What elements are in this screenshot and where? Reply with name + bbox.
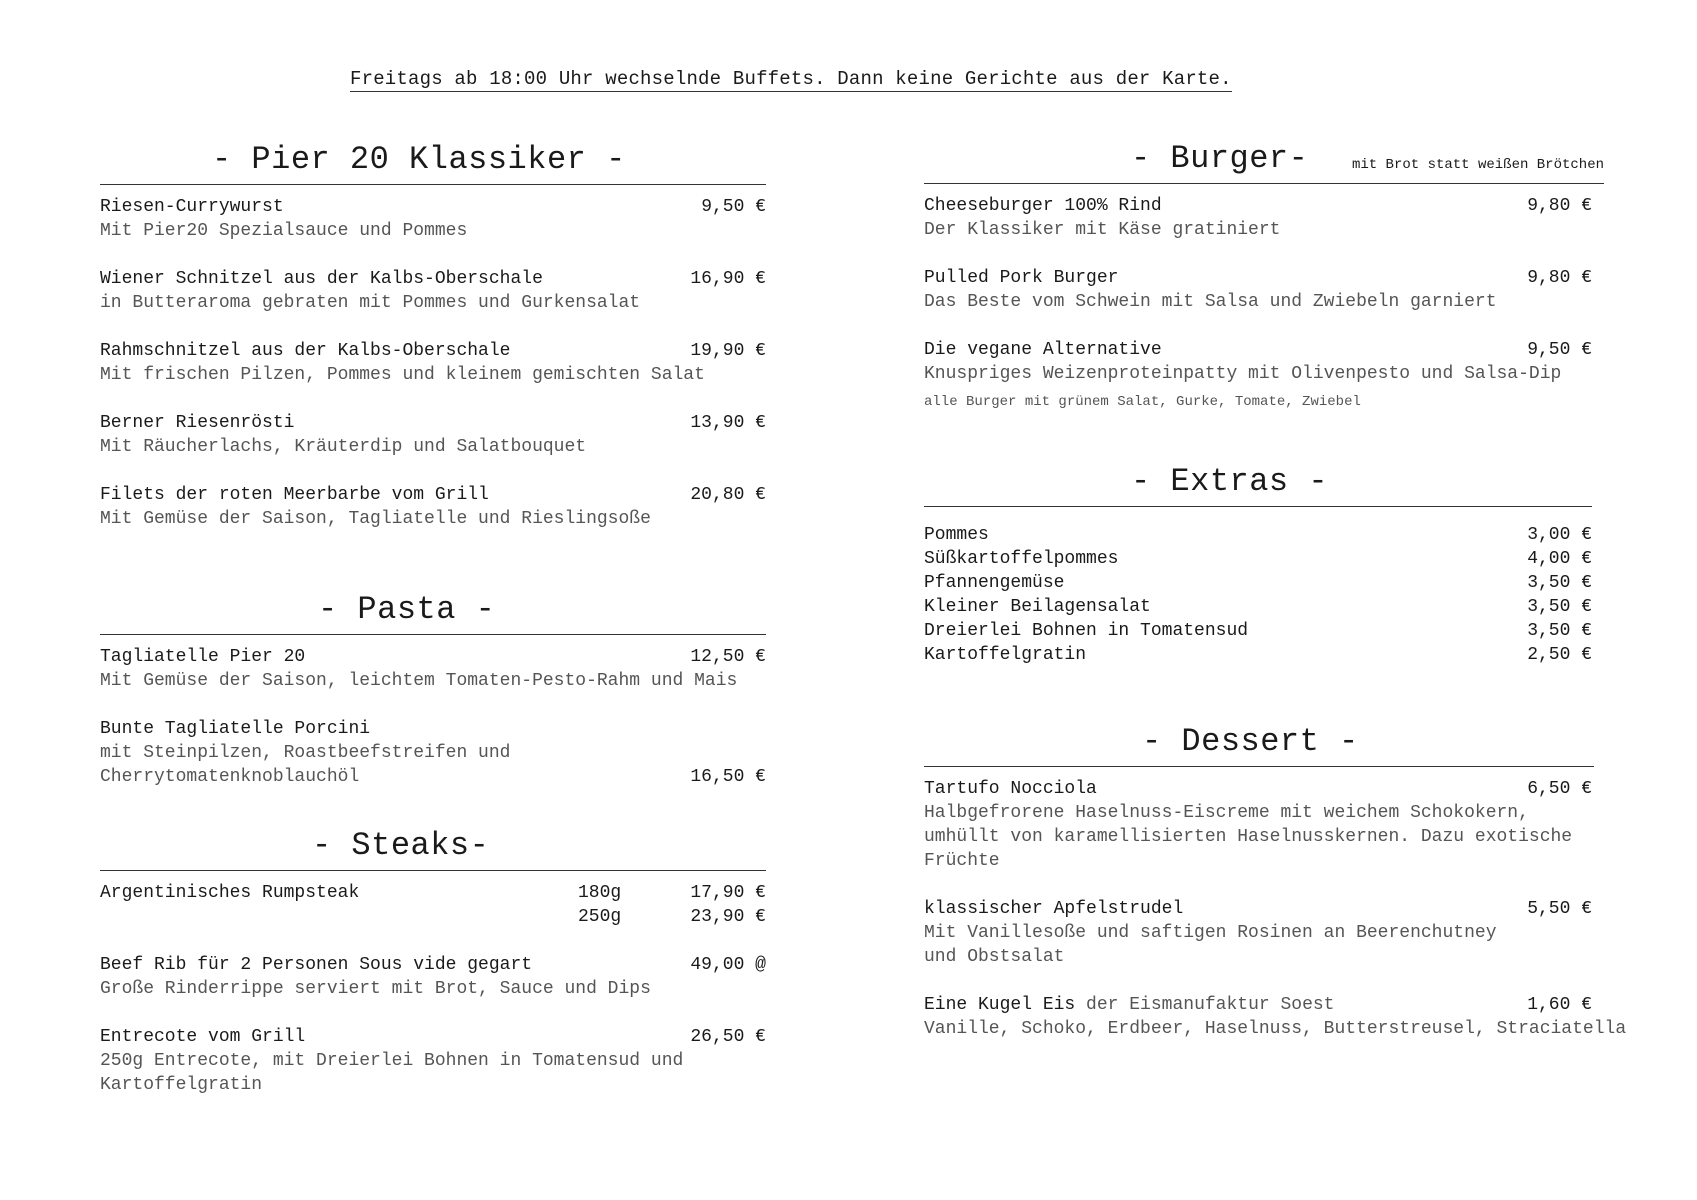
item-name: Berner Riesenrösti <box>100 413 295 433</box>
item-name: Bunte Tagliatelle Porcini <box>100 719 371 739</box>
item-description: Vanille, Schoko, Erdbeer, Haselnuss, Butterstreusel, Straciatella <box>924 1019 1627 1039</box>
item-name: Dreierlei Bohnen in Tomatensud <box>924 621 1249 641</box>
section-title: - Pasta - <box>318 591 496 628</box>
section-header <box>924 462 1592 507</box>
menu-item <box>100 339 766 387</box>
item-description: Knuspriges Weizenproteinpatty mit Olivenpesto und Salsa-Dip <box>924 364 1562 384</box>
menu-item <box>100 411 766 459</box>
item-price: 3,50 € <box>1527 573 1592 593</box>
section-title: - Steaks- <box>312 827 490 864</box>
item-name: Pommes <box>924 525 989 545</box>
item-price: 16,90 € <box>690 269 766 289</box>
item-price: 12,50 € <box>690 647 766 667</box>
section-title: - Dessert - <box>1142 723 1359 760</box>
item-name: Pulled Pork Burger <box>924 268 1119 288</box>
section-klassiker <box>100 140 766 555</box>
item-name: Kartoffelgratin <box>924 645 1087 665</box>
item-name-main: Eine Kugel Eis <box>924 995 1076 1015</box>
section-note: mit Brot statt weißen Brötchen <box>1351 157 1604 173</box>
item-price: 3,50 € <box>1527 597 1592 617</box>
item-description: Mit Gemüse der Saison, leichtem Tomaten-Pesto-Rahm und Mais <box>100 671 738 691</box>
item-name: Pfannengemüse <box>924 573 1065 593</box>
item-name: Cheeseburger 100% Rind <box>924 196 1162 216</box>
item-description: Halbgefrorene Haselnuss-Eiscreme mit weichem Schokokern, <box>924 803 1529 823</box>
item-description: umhüllt von karamellisierten Haselnusskernen. Dazu exotische <box>924 827 1573 847</box>
extra-item <box>924 547 1592 571</box>
item-description: und Obstsalat <box>924 947 1065 967</box>
item-description: Das Beste vom Schwein mit Salsa und Zwiebeln garniert <box>924 292 1497 312</box>
extra-item <box>924 595 1592 619</box>
item-price: 20,80 € <box>690 485 766 505</box>
item-price: 9,50 € <box>1527 340 1592 360</box>
extra-item <box>924 523 1592 547</box>
section-dessert <box>924 722 1627 1065</box>
section-burger <box>924 139 1604 410</box>
menu-item <box>100 483 766 531</box>
section-header <box>100 590 766 635</box>
item-description: Kartoffelgratin <box>100 1075 263 1095</box>
section-title: - Pier 20 Klassiker - <box>212 141 626 178</box>
section-steaks <box>100 826 766 1121</box>
item-description: Mit Pier20 Spezialsauce und Pommes <box>100 221 468 241</box>
item-description: Mit Räucherlachs, Kräuterdip und Salatbouquet <box>100 437 587 457</box>
item-name-suffix: der Eismanufaktur Soest <box>1086 995 1335 1015</box>
item-price: 17,90 € <box>690 883 766 903</box>
item-name: Argentinisches Rumpsteak <box>100 883 360 903</box>
item-description: Mit Gemüse der Saison, Tagliatelle und Rieslingsoße <box>100 509 651 529</box>
item-description: mit Steinpilzen, Roastbeefstreifen und <box>100 743 511 763</box>
menu-item <box>924 993 1627 1041</box>
item-price: 4,00 € <box>1527 549 1592 569</box>
item-price: 1,60 € <box>1527 995 1592 1015</box>
extra-item <box>924 643 1592 667</box>
item-description: Große Rinderrippe serviert mit Brot, Sauce und Dips <box>100 979 651 999</box>
item-name: Wiener Schnitzel aus der Kalbs-Oberschale <box>100 269 543 289</box>
item-description: 250g Entrecote, mit Dreierlei Bohnen in Tomatensud und <box>100 1051 684 1071</box>
extra-item <box>924 571 1592 595</box>
item-price: 13,90 € <box>690 413 766 433</box>
item-name: Kleiner Beilagensalat <box>924 597 1151 617</box>
menu-item <box>924 194 1592 242</box>
section-extras <box>924 462 1592 667</box>
menu-item <box>924 777 1592 873</box>
item-price: 26,50 € <box>690 1027 766 1047</box>
item-name <box>924 993 1592 1017</box>
item-price: 23,90 € <box>690 907 766 927</box>
item-name: Die vegane Alternative <box>924 340 1162 360</box>
item-name: Süßkartoffelpommes <box>924 549 1119 569</box>
section-header <box>100 140 766 185</box>
item-name: Riesen-Currywurst <box>100 197 284 217</box>
item-description: Mit frischen Pilzen, Pommes und kleinem gemischten Salat <box>100 365 705 385</box>
item-description: Der Klassiker mit Käse gratiniert <box>924 220 1281 240</box>
item-weight: 250g <box>578 907 622 927</box>
menu-item <box>100 881 766 929</box>
item-description: Früchte <box>924 851 1000 871</box>
item-name: Beef Rib für 2 Personen Sous vide gegart <box>100 955 533 975</box>
menu-item <box>924 338 1592 386</box>
section-title: - Extras - <box>1131 463 1329 500</box>
item-description: in Butteraroma gebraten mit Pommes und Gurkensalat <box>100 293 641 313</box>
section-title: - Burger- <box>1131 140 1309 177</box>
item-price: 49,00 @ <box>690 955 766 975</box>
burger-footnote: alle Burger mit grünem Salat, Gurke, Tomate, Zwiebel <box>924 394 1361 410</box>
menu-item <box>924 266 1592 314</box>
item-price: 9,80 € <box>1527 196 1592 216</box>
item-description: Mit Vanillesoße und saftigen Rosinen an Beerenchutney <box>924 923 1497 943</box>
menu-item <box>100 717 766 789</box>
item-weight: 180g <box>578 883 622 903</box>
section-header <box>924 722 1594 767</box>
item-name: Tartufo Nocciola <box>924 779 1097 799</box>
item-name: Entrecote vom Grill <box>100 1027 306 1047</box>
item-price: 6,50 € <box>1527 779 1592 799</box>
item-price: 19,90 € <box>690 341 766 361</box>
item-name: klassischer Apfelstrudel <box>924 899 1184 919</box>
item-price: 2,50 € <box>1527 645 1592 665</box>
menu-item <box>100 1025 766 1097</box>
menu-item <box>100 645 766 693</box>
item-name: Filets der roten Meerbarbe vom Grill <box>100 485 489 505</box>
item-price: 9,80 € <box>1527 268 1592 288</box>
menu-item <box>100 195 766 243</box>
item-price: 9,50 € <box>701 197 766 217</box>
item-price: 16,50 € <box>690 767 766 787</box>
section-pasta <box>100 590 766 813</box>
item-price: 3,00 € <box>1527 525 1592 545</box>
item-description: Cherrytomatenknoblauchöl <box>100 767 360 787</box>
item-price: 3,50 € <box>1527 621 1592 641</box>
item-name: Tagliatelle Pier 20 <box>100 647 306 667</box>
section-header <box>100 826 766 871</box>
buffet-notice: Freitags ab 18:00 Uhr wechselnde Buffets. Dann keine Gerichte aus der Karte. <box>350 68 1232 90</box>
menu-item <box>100 953 766 1001</box>
section-header <box>924 139 1604 184</box>
item-price: 5,50 € <box>1527 899 1592 919</box>
menu-item <box>924 897 1592 969</box>
item-name: Rahmschnitzel aus der Kalbs-Oberschale <box>100 341 511 361</box>
extra-item <box>924 619 1592 643</box>
menu-item <box>100 267 766 315</box>
